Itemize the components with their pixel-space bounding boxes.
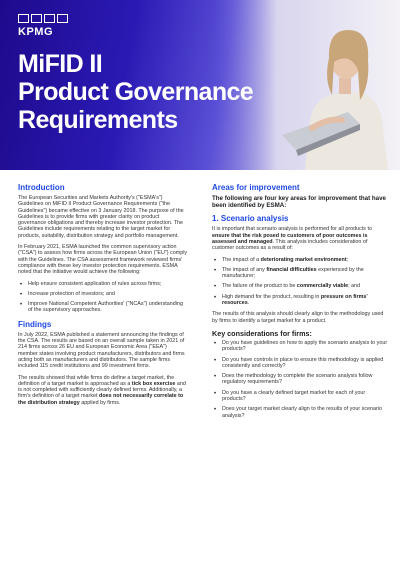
title-line-1: MiFID II (18, 50, 103, 78)
list-item: • Improve National Competent Authorities' ("NCAs") understanding of the supervisory approaches. (20, 301, 183, 314)
bullet-icon: • (214, 257, 217, 264)
list-item: • Increase protection of investors; and (20, 290, 115, 298)
scenario-analysis-heading: 1. Scenario analysis (212, 214, 289, 224)
scenario-paragraph: It is important that scenario analysis is performed for all products to ensure that the risk posed to customers of poor outcomes is assessed and managed. This analysis includes consideration of customer outcomes as a result of: (212, 226, 372, 252)
bullet-icon: • (214, 340, 217, 347)
areas-lead: The following are four key areas for improvement that have been identified by ESMA: (212, 195, 386, 210)
bullet-icon: • (214, 294, 217, 301)
intro-paragraph-2: In February 2021, ESMA launched the common supervisory action ("CSA") to assess how firms across the European Union ("EU") comply with the Guidelines. The CSA assessment framework reviewed firms' compliance with these key investor protection requirements. ESMA noted that the initiative would achieve the following: (18, 244, 188, 276)
list-item: • Does your target market clearly align to the results of your scenario analysis? (214, 406, 382, 419)
logo-text: KPMG (18, 26, 53, 38)
list-item: • Help ensure consistent application of rules across firms; (20, 280, 162, 288)
intro-bullet-list (18, 281, 188, 314)
bullet-icon: • (20, 281, 23, 288)
areas-heading: Areas for improvement (212, 183, 300, 192)
list-item: • The impact of any financial difficulties experienced by the manufacturer; (214, 266, 364, 280)
bullet-icon: • (214, 407, 217, 414)
intro-paragraph-1: The European Securities and Markets Authority's ("ESMA's") Guidelines on MiFID II Product Governance Requirements ("the Guidelines") became effective on 3 January 2018. The purpose of the Guidelines is to provide firms with greater clarity on product governance obligations and thereby increase investor protection. The Guidelines include requirements relating to the target market for products, suitability, distribution strategy and portfolio management. (18, 195, 184, 239)
left-column (18, 183, 188, 412)
bullet-icon: • (214, 374, 217, 381)
findings-paragraph-2: The results showed that while firms do define a target market, the definition of a target market is approached as a tick box exercise and is not completed with sufficiently clearly defined terms. Additionally, a firm's definition of a target market does not necessarily correlate to the distribution strategy applied by firms. (18, 374, 186, 406)
list-item: • Do you have a clearly defined target market for each of your products? (214, 389, 366, 403)
list-item: • The impact of a deteriorating market environment; (214, 256, 349, 264)
introduction-heading: Introduction (18, 183, 65, 192)
list-item: • The failure of the product to be commercially viable; and (214, 283, 361, 291)
title-line-3: Requirements (18, 106, 178, 134)
kpmg-logo-boxes (18, 14, 68, 23)
list-item: • Do you have controls in place to ensure this methodology is applied consistently and correctly? (214, 356, 384, 369)
findings-section (18, 320, 188, 406)
scenario-results-paragraph: The results of this analysis should clearly align to the methodology used by firms to identify a target market for a product. (212, 311, 384, 324)
right-column (212, 183, 388, 424)
page-title (18, 50, 253, 134)
findings-heading: Findings (18, 319, 52, 329)
list-item: • Does the methodology to complete the scenario analysis follow regulatory requirements? (214, 373, 373, 386)
introduction-section (18, 183, 188, 314)
findings-paragraph-1: In July 2022, ESMA published a statement announcing the findings of the CSA. The results are based on an overall sample taken in 2021 of 214 firms across 26 EU and European Economic Area ("EEA") member states involving product manufacturers, distributors and firms acting both as manufacturers and distributors. The sample firms included 115 credit institutions and 99 investment firms. (18, 331, 185, 370)
key-considerations-heading: Key considerations for firms: (212, 328, 312, 338)
hero-banner (0, 0, 400, 170)
bullet-icon: • (214, 284, 217, 291)
considerations-list (212, 340, 388, 419)
list-item: • Do you have guidelines on how to apply the scenario analysis to your products? (214, 339, 388, 353)
bullet-icon: • (214, 390, 217, 397)
bullet-icon: • (214, 357, 217, 364)
bullet-icon: • (214, 267, 217, 274)
list-item: • High demand for the product, resulting in pressure on firms' resources. (214, 293, 368, 307)
title-line-2: Product Governance (18, 78, 254, 106)
bullet-icon: • (20, 291, 23, 298)
scenario-bullet-list (212, 257, 388, 307)
bullet-icon: • (20, 302, 23, 309)
kpmg-logo (18, 14, 68, 38)
